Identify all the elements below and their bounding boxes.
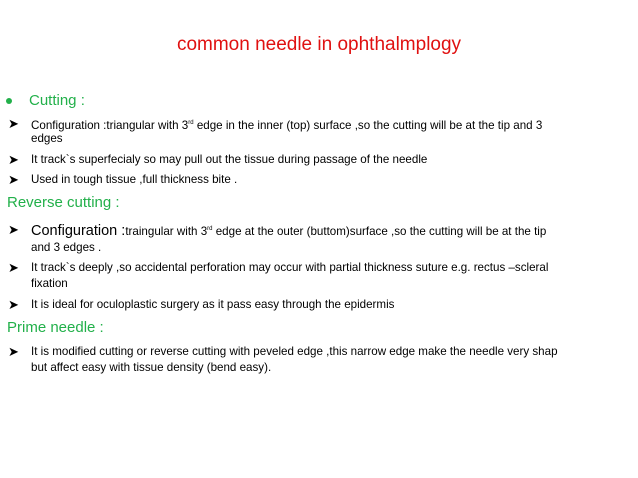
arrow-bullet-icon: ➤ [8, 260, 19, 275]
prime-item-1: It is modified cutting or reverse cutting with peveled edge ,this narrow edge make the needle very shap [31, 345, 558, 358]
reverse-item-1-cont: and 3 edges . [31, 241, 102, 254]
cutting-item-1-cont: edges [31, 132, 63, 145]
arrow-bullet-icon: ➤ [8, 297, 19, 312]
cutting-item-1: Configuration :triangular with 3rd edge in the inner (top) surface ,so the cutting will be at the tip and 3 [31, 118, 543, 132]
reverse-item-3: It is ideal for oculoplastic surgery as it pass easy through the epidermis [31, 298, 395, 311]
reverse-item-2-cont: fixation [31, 277, 68, 290]
arrow-bullet-icon: ➤ [8, 172, 19, 187]
bullet-dot-icon [6, 98, 12, 104]
arrow-bullet-icon: ➤ [8, 152, 19, 167]
heading-prime-needle: Prime needle : [7, 319, 104, 336]
arrow-bullet-icon: ➤ [8, 222, 19, 237]
heading-reverse-cutting: Reverse cutting : [7, 194, 120, 211]
arrow-bullet-icon: ➤ [8, 116, 19, 131]
prime-item-1-cont: but affect easy with tissue density (bend easy). [31, 361, 272, 374]
cutting-item-2: It track`s superfecialy so may pull out the tissue during passage of the needle [31, 153, 428, 166]
heading-cutting: Cutting : [29, 92, 85, 109]
arrow-bullet-icon: ➤ [8, 344, 19, 359]
reverse-item-2: It track`s deeply ,so accidental perforation may occur with partial thickness suture e.g. rectus –scleral [31, 261, 549, 274]
slide-title: common needle in ophthalmplogy [176, 34, 462, 55]
cutting-item-3: Used in tough tissue ,full thickness bite . [31, 173, 238, 186]
reverse-item-1: Configuration :traingular with 3rd edge at the outer (buttom)surface ,so the cutting will be at the tip [31, 222, 547, 239]
